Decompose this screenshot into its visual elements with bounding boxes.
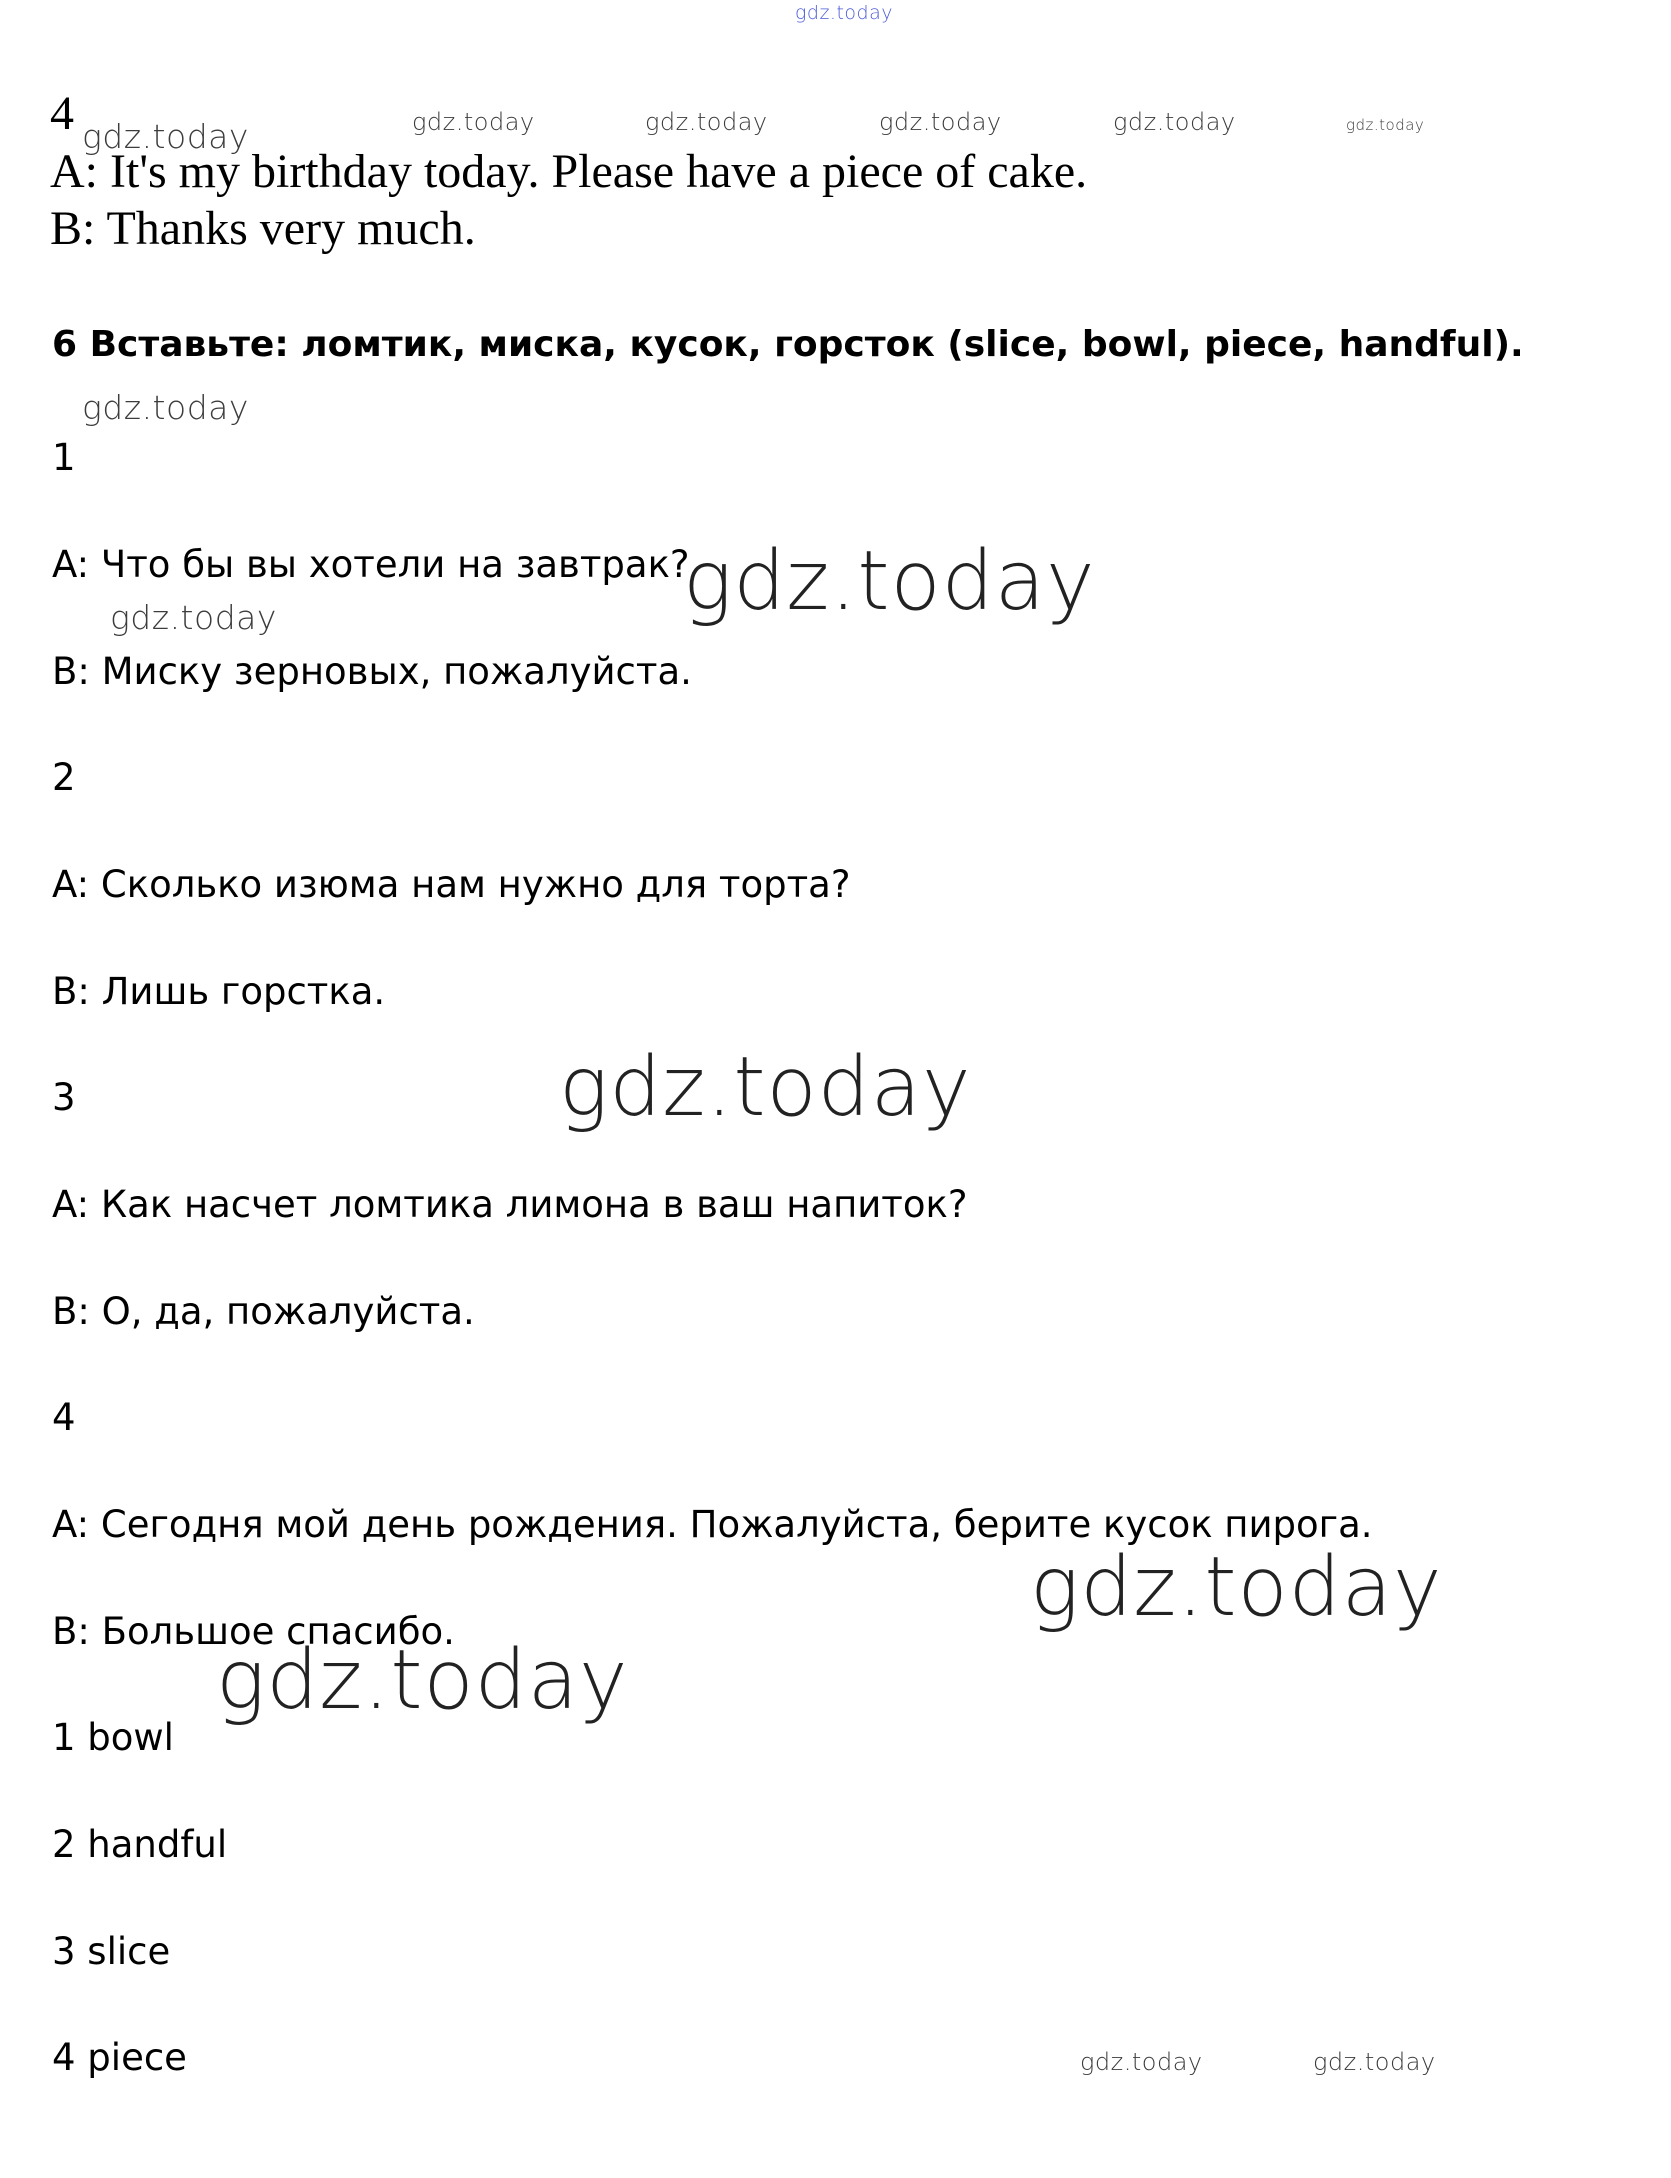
dialog-number: 3	[52, 1076, 76, 1119]
dialog-line-b: B: Большое спасибо.	[52, 1610, 455, 1653]
watermark-small: gdz.today	[1313, 2048, 1436, 2076]
watermark-small: gdz.today	[645, 108, 768, 136]
dialog-line-b: B: Лишь горстка.	[52, 970, 386, 1013]
watermark-small: gdz.today	[412, 108, 535, 136]
answer-item: 4 piece	[52, 2036, 187, 2079]
prev-section-line-b: B: Thanks very much.	[50, 202, 476, 255]
dialog-number: 2	[52, 756, 76, 799]
exercise-heading: 6 Вставьте: ломтик, миска, кусок, горсток (slice, bowl, piece, handful).	[52, 324, 1524, 365]
dialog-line-a: A: Сколько изюма нам нужно для торта?	[52, 863, 851, 906]
watermark-small: gdz.today	[110, 598, 277, 637]
watermark-small: gdz.today	[1080, 2048, 1203, 2076]
dialog-line-b: B: О, да, пожалуйста.	[52, 1290, 475, 1333]
watermark-small: gdz.today	[1346, 116, 1425, 134]
dialog-line-b: B: Миску зерновых, пожалуйста.	[52, 650, 692, 693]
dialog-number: 1	[52, 436, 76, 479]
watermark-small: gdz.today	[82, 388, 249, 427]
watermark-large: gdz.today	[216, 1633, 629, 1728]
dialog-number: 4	[52, 1396, 76, 1439]
watermark-large: gdz.today	[559, 1040, 972, 1135]
dialog-line-a: A: Как насчет ломтика лимона в ваш напиток?	[52, 1183, 968, 1226]
watermark-top: gdz.today	[795, 2, 893, 24]
answer-item: 1 bowl	[52, 1716, 174, 1759]
watermark-small: gdz.today	[879, 108, 1002, 136]
prev-section-number: 4	[50, 87, 74, 140]
watermark-small: gdz.today	[1113, 108, 1236, 136]
watermark-large: gdz.today	[1030, 1540, 1443, 1635]
watermark-large: gdz.today	[683, 534, 1096, 629]
dialog-line-a: A: Что бы вы хотели на завтрак?	[52, 543, 690, 586]
watermark-small: gdz.today	[82, 117, 249, 156]
answer-item: 3 slice	[52, 1930, 171, 1973]
dialog-line-a: A: Сегодня мой день рождения. Пожалуйста, берите кусок пирога.	[52, 1503, 1373, 1546]
answer-item: 2 handful	[52, 1823, 228, 1866]
prev-section-line-a: A: It's my birthday today. Please have a piece of cake.	[50, 145, 1088, 198]
